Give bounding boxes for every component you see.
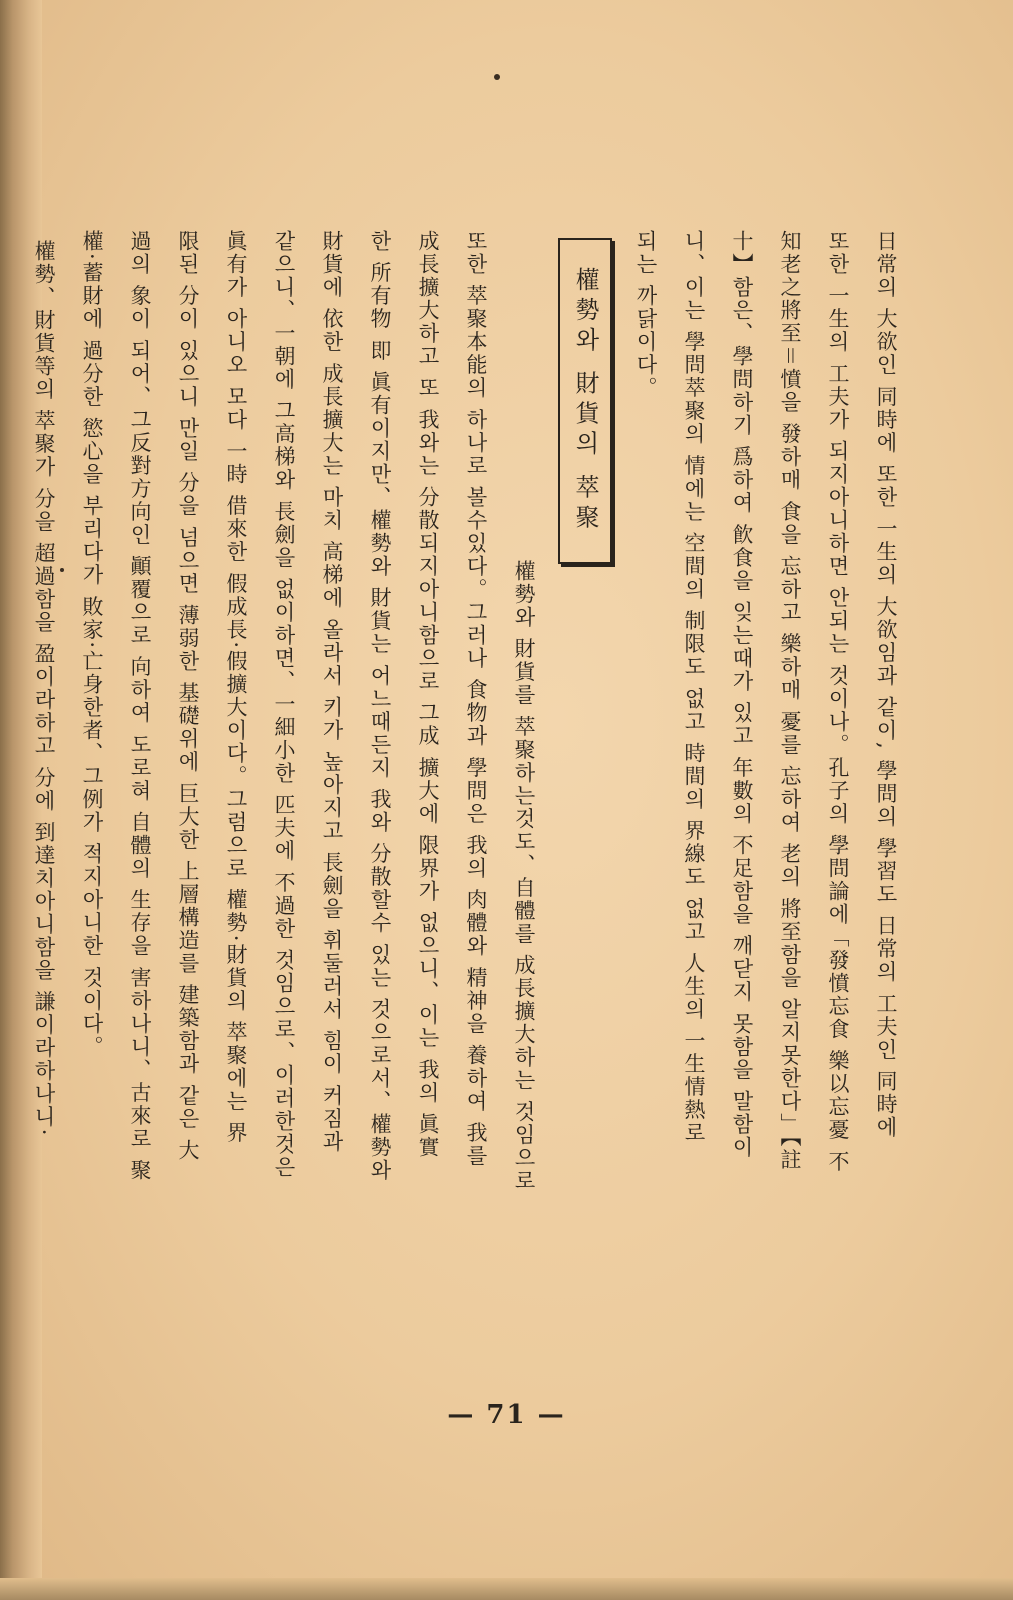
text-line: 한 所有物 即 眞有이지만、權勢와 財貨는 어느때든지 我와 分散할수 있는 것으로서、權勢와 (368, 230, 392, 1183)
text-line: 限된 分이 있으니 만일 分을 넘으면 薄弱한 基礎위에 巨大한 上層構造를 建築함과 같은 大 (176, 230, 200, 1163)
text-line: 니、이는 學問萃聚의 情에는 空間의 制限도 없고 時間의 界線도 없고 人生의 一生情熱로 (682, 230, 706, 1145)
page-number: — 71 — (447, 1400, 566, 1430)
text-line: 權勢、財貨等의 萃聚가 分을 超過함을 盈이라하고 分에 到達치아니함을 謙이라하나니· (32, 240, 56, 1138)
text-line: 過의 象이 되어、그反對方向인 顚覆으로 向하여 도로혀 自體의 生存을 害하나니、古來로 聚 (128, 230, 152, 1183)
text-line: 財貨에 依한 成長擴大는 마치 高梯에 올라서 키가 높아지고 長劍을 휘둘러서 힘이 커짐과 (320, 230, 344, 1154)
text-line: 權·蓄財에 過分한 慾心을 부리다가 敗家·亡身한者、그例가 적지아니한 것이다。 (80, 230, 104, 1059)
text-line: 成長擴大하고 또 我와는 分散되지아니함으로 그成 擴大에 限界가 없으니、이는 我의 眞實 (416, 230, 440, 1160)
section-heading-row (558, 230, 612, 1380)
section-heading: 權勢와 財貨의 萃聚 (558, 238, 612, 564)
text-line: 眞有가 아니오 모다 一時 借來한 假成長·假擴大이다。그럼으로 權勢·財貨의 萃聚에는 界 (224, 230, 248, 1145)
text-line: 日常의 大欲인 同時에 또한 一生의 大欲임과 같이, 學問의 學習도 日常의 工夫인 同時에 (874, 230, 898, 1140)
text-line: 또한 一生의 工夫가 되지아니하면 안되는 것이나。孔子의 學問論에「發憤忘食 樂以忘憂 不 (826, 230, 850, 1174)
text-line: 十】함은、學問하기 爲하여 飮食을 잊는때가 있고 年數의 不足함을 깨닫지 못함을 말함이 (730, 230, 754, 1160)
vertical-text-body (32, 230, 910, 1380)
text-line: 또한 萃聚本能의 하나로 볼수있다。그러나 食物과 學問은 我의 肉體와 精神을 養하여 我를 (464, 230, 488, 1168)
text-line: 知老之將至＝憤을 發하매 食을 忘하고 樂하매 憂를 忘하여 老의 將至함을 알지못한다」【註 (778, 230, 802, 1172)
text-line: 되는 까닭이다。 (634, 230, 658, 400)
text-line: 같으니、一朝에 그高梯와 長劍을 없이하면、一細小한 匹夫에 不過한 것임으로、이러한것은 (272, 230, 296, 1180)
ink-spot (494, 74, 500, 80)
section-first-line: 權勢와 財貨를 萃聚하는것도、自體를 成長擴大하는 것임으로 (512, 560, 536, 1193)
page-edge (0, 1578, 1013, 1600)
